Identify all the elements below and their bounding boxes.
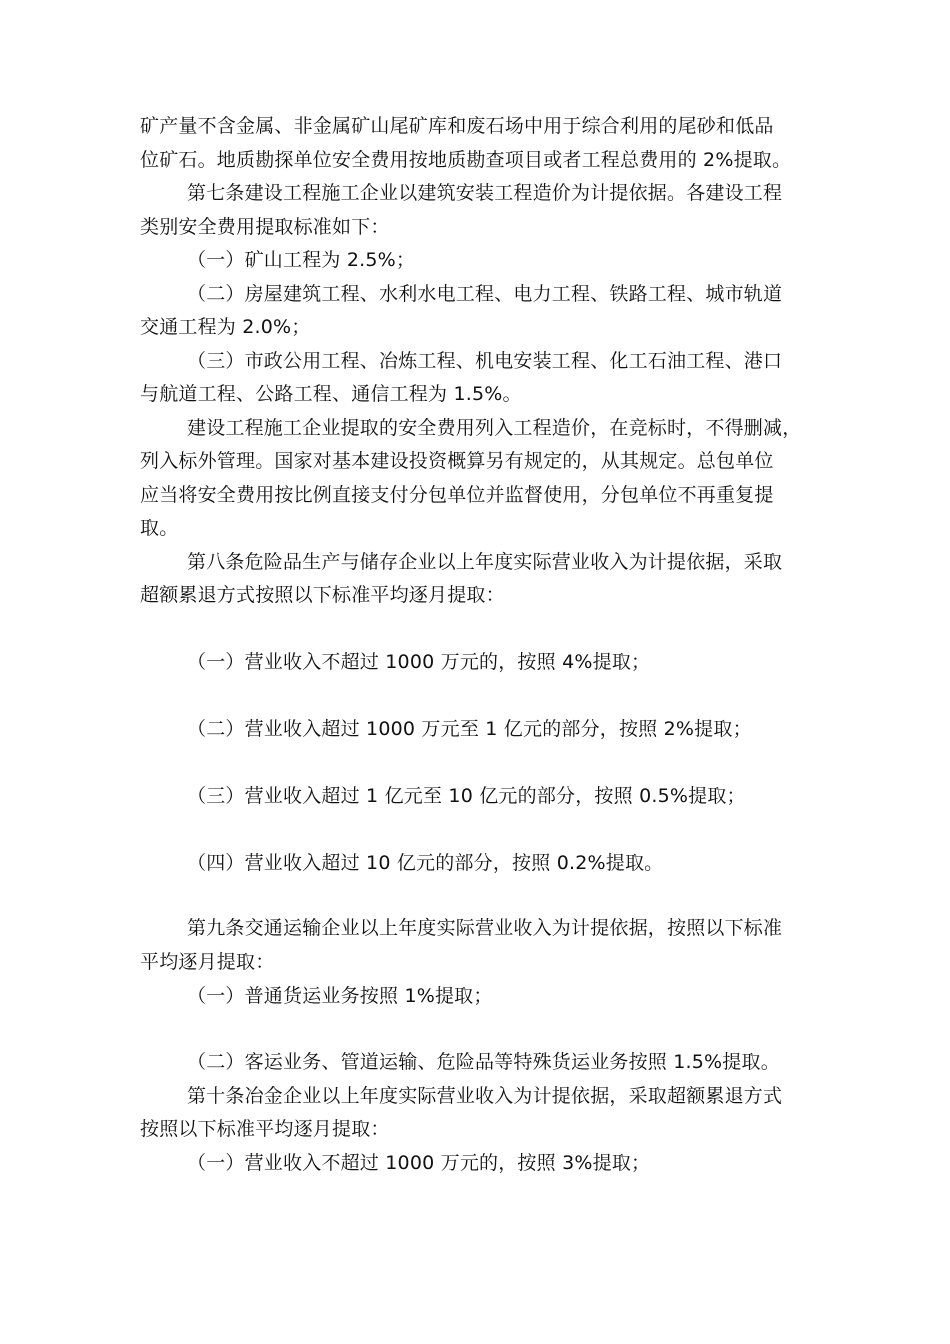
text-line: 第七条建设工程施工企业以建筑安装工程造价为计提依据。各建设工程 [187,182,783,204]
text-line: 类别安全费用提取标准如下： [140,216,390,238]
text-line: （一）营业收入不超过 1000 万元的，按照 4%提取； [187,651,651,673]
text-line: （一）营业收入不超过 1000 万元的，按照 3%提取； [187,1152,651,1174]
text-line: （一）普通货运业务按照 1%提取； [187,985,493,1007]
text-line: 取。 [140,517,179,539]
text-line: （二）房屋建筑工程、水利水电工程、电力工程、铁路工程、城市轨道 [187,283,783,305]
text-line: 平均逐月提取： [140,951,275,973]
text-line: （一）矿山工程为 2.5%； [187,249,416,271]
text-line: （二）营业收入超过 1000 万元至 1 亿元的部分，按照 2%提取； [187,718,752,740]
text-line: 按照以下标准平均逐月提取： [140,1118,390,1140]
text-line: 超额累退方式按照以下标准平均逐月提取： [140,584,505,606]
text-line: 交通工程为 2.0%； [140,316,311,338]
text-line: 应当将安全费用按比例直接支付分包单位并监督使用，分包单位不再重复提 [140,484,774,506]
text-line: （四）营业收入超过 10 亿元的部分，按照 0.2%提取。 [187,852,664,874]
text-line: 第九条交通运输企业以上年度实际营业收入为计提依据，按照以下标准 [187,917,783,939]
text-line: 第十条冶金企业以上年度实际营业收入为计提依据，采取超额累退方式 [187,1085,783,1107]
text-line: （三）营业收入超过 1 亿元至 10 亿元的部分，按照 0.5%提取； [187,785,746,807]
text-line: 矿产量不含金属、非金属矿山尾矿库和废石场中用于综合利用的尾砂和低品 [140,115,774,137]
text-line: （三）市政公用工程、冶炼工程、机电安装工程、化工石油工程、港口 [187,350,783,372]
text-line: 建设工程施工企业提取的安全费用列入工程造价，在竞标时，不得删减， [187,417,802,439]
text-line: 列入标外管理。国家对基本建设投资概算另有规定的，从其规定。总包单位 [140,450,774,472]
text-line: （二）客运业务、管道运输、危险品等特殊货运业务按照 1.5%提取。 [187,1051,780,1073]
text-line: 第八条危险品生产与储存企业以上年度实际营业收入为计提依据，采取 [187,551,783,573]
text-line: 位矿石。地质勘探单位安全费用按地质勘查项目或者工程总费用的 2%提取。 [140,149,792,171]
text-line: 与航道工程、公路工程、通信工程为 1.5%。 [140,383,522,405]
